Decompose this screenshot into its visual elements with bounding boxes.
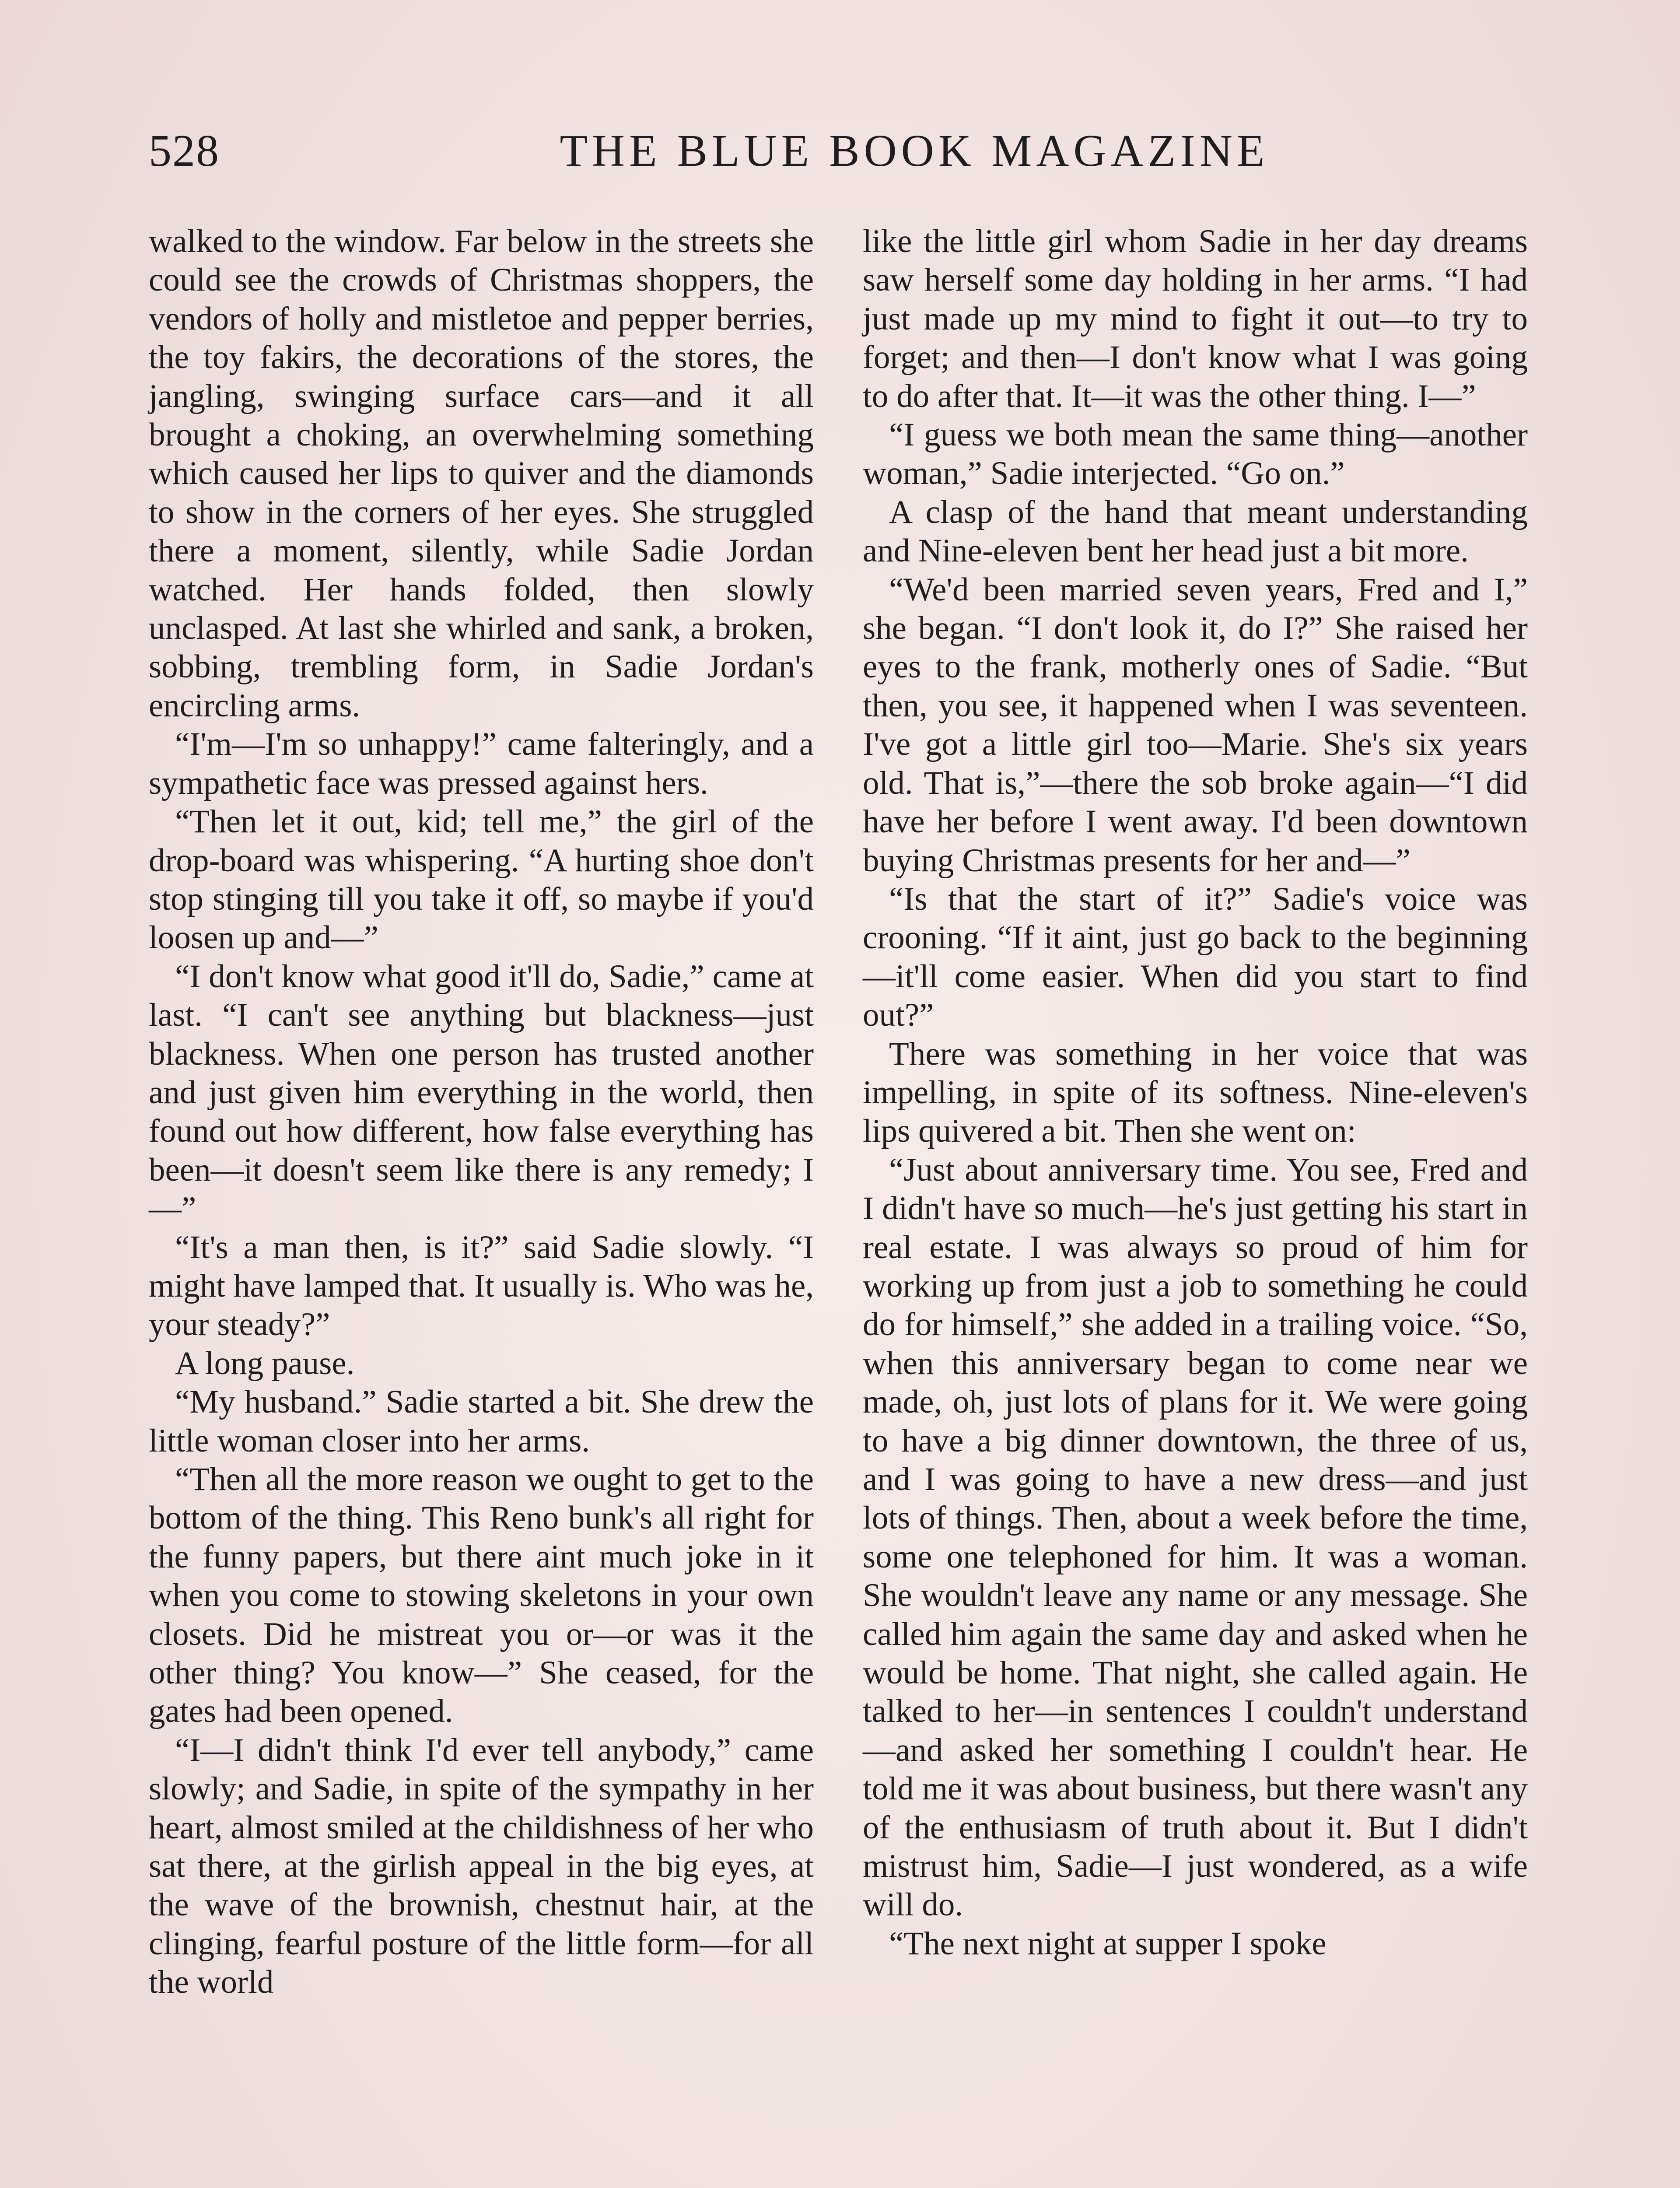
paragraph: “My husband.” Sadie started a bit. She drew the little woman closer into her arms. xyxy=(149,1384,814,1459)
paragraph: There was something in her voice that was impelling, in spite of its softness. Nine-eleven's lips quivered a bit. Then she went on: xyxy=(863,1035,1528,1150)
paragraph: “Then let it out, kid; tell me,” the girl of the drop-board was whispering. “A hurting shoe don't stop stinging till you take it off, so maybe if you'd loosen up and—” xyxy=(149,803,814,956)
paragraph: like the little girl whom Sadie in her day dreams saw herself some day holding in her arms. “I had just made up my mind to fight it out—to try to forget; and then—I don't know what I was going to do after that. It—it was the other thing. I—” xyxy=(863,223,1528,414)
left-column xyxy=(149,222,814,2002)
paragraph: “Just about anniversary time. You see, Fred and I didn't have so much—he's just getting his start in real estate. I was always so proud of him for working up from just a job to something he could do for himself,” she added in a trailing voice. “So, when this anniversary began to come near we made, oh, just lots of plans for it. We were going to have a big dinner downtown, the three of us, and I was going to have a new dress—and just lots of things. Then, about a week before the time, some one telephoned for him. It was a woman. She wouldn't leave any name or any message. She called him again the same day and asked when he would be home. That night, she called again. He talked to her—in sentences I couldn't understand—and asked her something I couldn't hear. He told me it was about business, but there wasn't any of the enthusiasm of truth about it. But I didn't mistrust him, Sadie—I just wondered, as a wife will do. xyxy=(863,1151,1528,1923)
page-number: 528 xyxy=(149,126,220,176)
paragraph: “I'm—I'm so unhappy!” came falteringly, and a sympathetic face was pressed against hers. xyxy=(149,726,814,801)
paragraph: “It's a man then, is it?” said Sadie slowly. “I might have lamped that. It usually is. Who was he, your steady?” xyxy=(149,1229,814,1343)
paragraph: “I don't know what good it'll do, Sadie,” came at last. “I can't see anything but blackness—just blackness. When one person has trusted another and just given him everything in the world, then found out how different, how false everything has been—it doesn't seem like there is any remedy; I—” xyxy=(149,958,814,1227)
paragraph: “The next night at supper I spoke xyxy=(889,1925,1326,1962)
paragraph: walked to the window. Far below in the streets she could see the crowds of Christmas shoppers, the vendors of holly and mistletoe and pepper berries, the toy fakirs, the decorations of the stores, the jangling, swinging surface cars—and it all brought a choking, an overwhelming something which caused her lips to quiver and the diamonds to show in the corners of her eyes. She struggled there a moment, silently, while Sadie Jordan watched. Her hands folded, then slowly unclasped. At last she whirled and sank, a broken, sobbing, trembling form, in Sadie Jordan's encircling arms. xyxy=(149,223,814,724)
paragraph: “Is that the start of it?” Sadie's voice was crooning. “If it aint, just go back to the beginning—it'll come easier. When did you start to find out?” xyxy=(863,880,1528,1034)
paragraph: “I—I didn't think I'd ever tell anybody,” came slowly; and Sadie, in spite of the sympathy in her heart, almost smiled at the childishness of her who sat there, at the girlish appeal in the big eyes, at the wave of the brownish, chestnut hair, at the clinging, fearful posture of the little form—for all the world xyxy=(149,1732,814,2001)
paragraph: “Then all the more reason we ought to get to the bottom of the thing. This Reno bunk's all right for the funny papers, but there aint much joke in it when you come to stowing skeletons in your own closets. Did he mistreat you or—or was it the other thing? You know—” She ceased, for the gates had been opened. xyxy=(149,1461,814,1730)
right-column xyxy=(863,222,1528,1963)
paragraph: A long pause. xyxy=(175,1345,355,1382)
paragraph: “I guess we both mean the same thing—another woman,” Sadie interjected. “Go on.” xyxy=(863,417,1528,492)
page-header xyxy=(149,118,1531,184)
paragraph: “We'd been married seven years, Fred and I,” she began. “I don't look it, do I?” She raised her eyes to the frank, motherly ones of Sadie. “But then, you see, it happened when I was seventeen. I've got a little girl too—Marie. She's six years old. That is,”—there the sob broke again—“I did have her before I went away. I'd been downtown buying Christmas presents for her and—” xyxy=(863,571,1528,879)
paragraph: A clasp of the hand that meant understanding and Nine-eleven bent her head just a bit more. xyxy=(863,494,1528,569)
running-head: THE BLUE BOOK MAGAZINE xyxy=(560,126,1269,176)
